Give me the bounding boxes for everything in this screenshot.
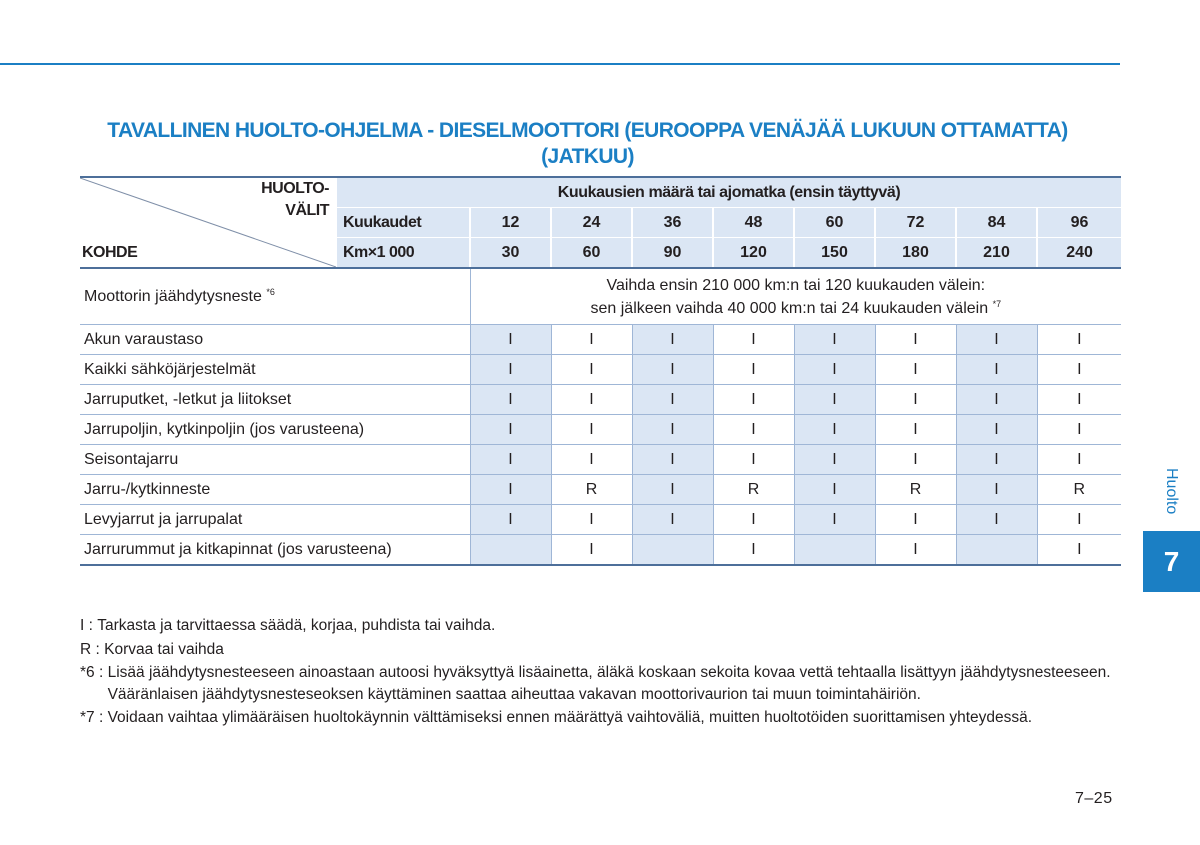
schedule-cell: I	[551, 445, 632, 475]
schedule-cell: I	[956, 355, 1037, 385]
coolant-item-text: Moottorin jäähdytysneste	[84, 287, 262, 305]
months-cell: 96	[1037, 208, 1121, 238]
schedule-cell: R	[551, 475, 632, 505]
km-cell: 240	[1037, 238, 1121, 269]
schedule-cell: I	[794, 505, 875, 535]
km-cell: 180	[875, 238, 956, 269]
schedule-cell: I	[956, 505, 1037, 535]
km-cell: 210	[956, 238, 1037, 269]
footnote-key: I :	[80, 617, 98, 634]
row-item-label: Levyjarrut ja jarrupalat	[80, 505, 470, 535]
schedule-cell: I	[470, 385, 551, 415]
schedule-cell: I	[632, 355, 713, 385]
footnote-key: *6 :	[80, 664, 108, 681]
coolant-row-item	[80, 268, 470, 325]
footnote-text: Voidaan vaihtaa ylimääräisen huoltokäynnin välttämiseksi ennen määrättyä vaihtoväliä, muitten huoltotöiden suorittamisen yhteydessä.	[107, 709, 1033, 726]
footnote	[80, 707, 1130, 729]
table-row	[80, 385, 1121, 415]
km-label: Km×1 000	[336, 238, 470, 269]
maintenance-schedule-table	[80, 176, 1121, 566]
top-rule	[0, 63, 1120, 65]
schedule-cell: I	[956, 445, 1037, 475]
schedule-cell: I	[551, 325, 632, 355]
schedule-cell: I	[1037, 415, 1121, 445]
table-row	[80, 535, 1121, 566]
schedule-cell: I	[875, 385, 956, 415]
schedule-cell: I	[956, 475, 1037, 505]
title-line-1: TAVALLINEN HUOLTO-OHJELMA - DIESELMOOTTORI (EUROOPPA VENÄJÄÄ LUKUUN OTTAMATTA)	[107, 119, 1068, 142]
schedule-cell: I	[713, 385, 794, 415]
schedule-cell: I	[632, 505, 713, 535]
row-item-label: Jarrurummut ja kitkapinnat (jos varusteena)	[80, 535, 470, 566]
schedule-cell: I	[875, 415, 956, 445]
schedule-cell: I	[632, 385, 713, 415]
km-cell: 90	[632, 238, 713, 269]
schedule-cell: I	[632, 475, 713, 505]
months-cell: 60	[794, 208, 875, 238]
row-item-label: Seisontajarru	[80, 445, 470, 475]
schedule-cell: R	[713, 475, 794, 505]
schedule-cell: I	[1037, 325, 1121, 355]
coolant-instruction-line-2-text: sen jälkeen vaihda 40 000 km:n tai 24 kuukauden välein	[590, 299, 989, 317]
schedule-cell: I	[551, 535, 632, 566]
footnote	[80, 639, 1130, 661]
schedule-cell: I	[470, 415, 551, 445]
months-cell: 36	[632, 208, 713, 238]
months-cell: 12	[470, 208, 551, 238]
schedule-cell: I	[551, 355, 632, 385]
corner-label-intervals-1: HUOLTO-	[261, 180, 329, 197]
row-item-label: Jarru-/kytkinneste	[80, 475, 470, 505]
schedule-cell: I	[794, 475, 875, 505]
schedule-cell: R	[875, 475, 956, 505]
months-cell: 48	[713, 208, 794, 238]
chapter-number-tab: 7	[1143, 531, 1200, 592]
footnote-key: R :	[80, 640, 105, 658]
schedule-cell: I	[713, 355, 794, 385]
schedule-cell: I	[794, 445, 875, 475]
schedule-cell: R	[1037, 475, 1121, 505]
schedule-cell: I	[875, 535, 956, 566]
table-row	[80, 505, 1121, 535]
schedule-cell: I	[1037, 445, 1121, 475]
title-line-2: (JATKUU)	[541, 145, 634, 168]
schedule-cell: I	[1037, 535, 1121, 566]
schedule-cell	[956, 535, 1037, 566]
schedule-cell: I	[1037, 355, 1121, 385]
schedule-cell: I	[875, 505, 956, 535]
schedule-cell	[632, 535, 713, 566]
schedule-cell	[470, 535, 551, 566]
schedule-cell: I	[713, 505, 794, 535]
schedule-cell: I	[470, 355, 551, 385]
schedule-cell: I	[632, 445, 713, 475]
schedule-cell: I	[551, 415, 632, 445]
km-cell: 30	[470, 238, 551, 269]
months-cell: 84	[956, 208, 1037, 238]
schedule-cell: I	[551, 505, 632, 535]
coolant-row-instructions	[470, 268, 1121, 325]
schedule-cell: I	[632, 415, 713, 445]
chapter-side-label: Huolto	[1163, 468, 1180, 515]
coolant-instruction-footnote-mark: *7	[992, 298, 1002, 309]
footnote-text: Lisää jäähdytysnesteeseen ainoastaan autoosi hyväksyttyä lisäainetta, äläkä koskaan sekoita kovaa vettä tehtaalla lisättyyn jäähdytysnesteeseen. Vääränlaisen jäähdytysnesteseoksen käyttäminen saattaa aiheuttaa vakavan moottorivaurion tai muun toimintahäiriön.	[107, 664, 1111, 703]
page-number: 7–25	[1075, 790, 1113, 807]
months-cell: 24	[551, 208, 632, 238]
row-item-label: Jarruputket, -letkut ja liitokset	[80, 385, 470, 415]
schedule-cell: I	[470, 445, 551, 475]
schedule-cell: I	[470, 475, 551, 505]
interval-header: Kuukausien määrä tai ajomatka (ensin täyttyvä)	[336, 177, 1121, 208]
table-row	[80, 475, 1121, 505]
row-item-label: Kaikki sähköjärjestelmät	[80, 355, 470, 385]
corner-label-intervals-2: VÄLIT	[285, 202, 329, 219]
page-title	[60, 118, 1115, 170]
months-cell: 72	[875, 208, 956, 238]
schedule-cell: I	[794, 355, 875, 385]
schedule-cell: I	[713, 445, 794, 475]
schedule-cell: I	[794, 325, 875, 355]
table-row	[80, 355, 1121, 385]
schedule-cell: I	[956, 415, 1037, 445]
coolant-instruction-line-2	[471, 297, 1122, 320]
row-item-label: Akun varaustaso	[80, 325, 470, 355]
schedule-cell: I	[956, 325, 1037, 355]
schedule-cell: I	[875, 355, 956, 385]
row-item-label: Jarrupoljin, kytkinpoljin (jos varusteena)	[80, 415, 470, 445]
schedule-cell: I	[470, 505, 551, 535]
table-row	[80, 325, 1121, 355]
schedule-cell: I	[470, 325, 551, 355]
schedule-cell: I	[632, 325, 713, 355]
corner-label-item: KOHDE	[82, 244, 138, 261]
schedule-cell: I	[713, 325, 794, 355]
coolant-instruction-line-1: Vaihda ensin 210 000 km:n tai 120 kuukauden välein:	[606, 276, 986, 294]
schedule-cell: I	[1037, 505, 1121, 535]
km-cell: 120	[713, 238, 794, 269]
footnote-text: Korvaa tai vaihda	[104, 640, 224, 658]
schedule-cell: I	[551, 385, 632, 415]
schedule-cell	[794, 535, 875, 566]
footnote-text: Tarkasta ja tarvittaessa säädä, korjaa, puhdista tai vaihda.	[97, 617, 496, 634]
schedule-cell: I	[875, 325, 956, 355]
schedule-cell: I	[794, 415, 875, 445]
km-cell: 150	[794, 238, 875, 269]
coolant-item-footnote-mark: *6	[266, 286, 275, 297]
schedule-cell: I	[875, 445, 956, 475]
km-cell: 60	[551, 238, 632, 269]
schedule-cell: I	[713, 535, 794, 566]
months-label: Kuukaudet	[336, 208, 470, 238]
footnote-key: *7 :	[80, 709, 108, 726]
table-corner-header	[80, 177, 336, 268]
table-row	[80, 415, 1121, 445]
schedule-cell: I	[794, 385, 875, 415]
schedule-cell: I	[956, 385, 1037, 415]
footnotes	[80, 615, 1130, 731]
footnote	[80, 615, 1130, 637]
schedule-cell: I	[1037, 385, 1121, 415]
footnote	[80, 662, 1130, 705]
schedule-cell: I	[713, 415, 794, 445]
table-row	[80, 445, 1121, 475]
